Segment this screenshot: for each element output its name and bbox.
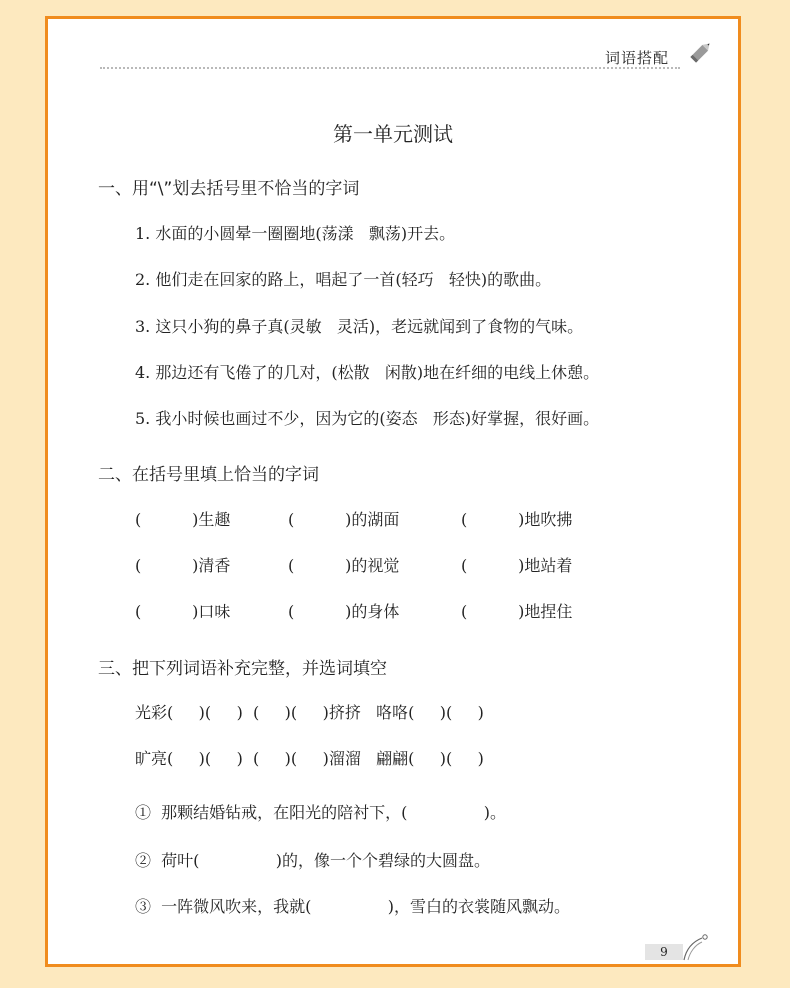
section1-item-1: 1. 水面的小圆晕一圈圈地(荡漾 飘荡)开去。 <box>135 224 456 243</box>
page-title: 第一单元测试 <box>333 122 453 146</box>
fill-cell: ( )地站着 <box>461 556 573 575</box>
section1-heading: 一、用“\”划去括号里不恰当的字词 <box>98 179 360 199</box>
fill-item-1: ① 那颗结婚钻戒，在阳光的陪衬下，( )。 <box>135 803 506 822</box>
section3-heading: 三、把下列词语补充完整，并选词填空 <box>98 659 387 679</box>
word-row-2: 旷亮( )( ) ( )( )溜溜 翩翩( )( ) <box>135 749 484 768</box>
section1-item-3: 3. 这只小狗的鼻子真(灵敏 灵活)，老远就闻到了食物的气味。 <box>135 317 584 336</box>
header-divider <box>100 67 680 69</box>
fill-cell: ( )清香 <box>135 556 231 575</box>
fill-cell: ( )口味 <box>135 602 231 621</box>
fill-cell: ( )的身体 <box>288 602 400 621</box>
section-label: 词语搭配 <box>605 49 670 67</box>
fill-cell: ( )地捏住 <box>461 602 573 621</box>
pencil-icon <box>688 39 714 65</box>
fill-item-3: ③ 一阵微风吹来，我就( )，雪白的衣裳随风飘动。 <box>135 897 570 916</box>
page-number: 9 <box>645 944 683 960</box>
fill-cell: ( )的视觉 <box>288 556 400 575</box>
section1-item-4: 4. 那边还有飞倦了的几对，(松散 闲散)地在纤细的电线上休憩。 <box>135 363 600 382</box>
decorative-swirl-icon <box>680 932 710 962</box>
fill-item-2: ② 荷叶( )的，像一个个碧绿的大圆盘。 <box>135 851 490 870</box>
section2-heading: 二、在括号里填上恰当的字词 <box>98 465 319 485</box>
word-row-1: 光彩( )( ) ( )( )挤挤 咯咯( )( ) <box>135 703 484 722</box>
section1-item-5: 5. 我小时候也画过不少，因为它的(姿态 形态)好掌握，很好画。 <box>135 409 600 428</box>
fill-cell: ( )的湖面 <box>288 510 400 529</box>
worksheet-page <box>45 16 741 967</box>
fill-cell: ( )生趣 <box>135 510 231 529</box>
fill-cell: ( )地吹拂 <box>461 510 573 529</box>
section1-item-2: 2. 他们走在回家的路上，唱起了一首(轻巧 轻快)的歌曲。 <box>135 270 552 289</box>
